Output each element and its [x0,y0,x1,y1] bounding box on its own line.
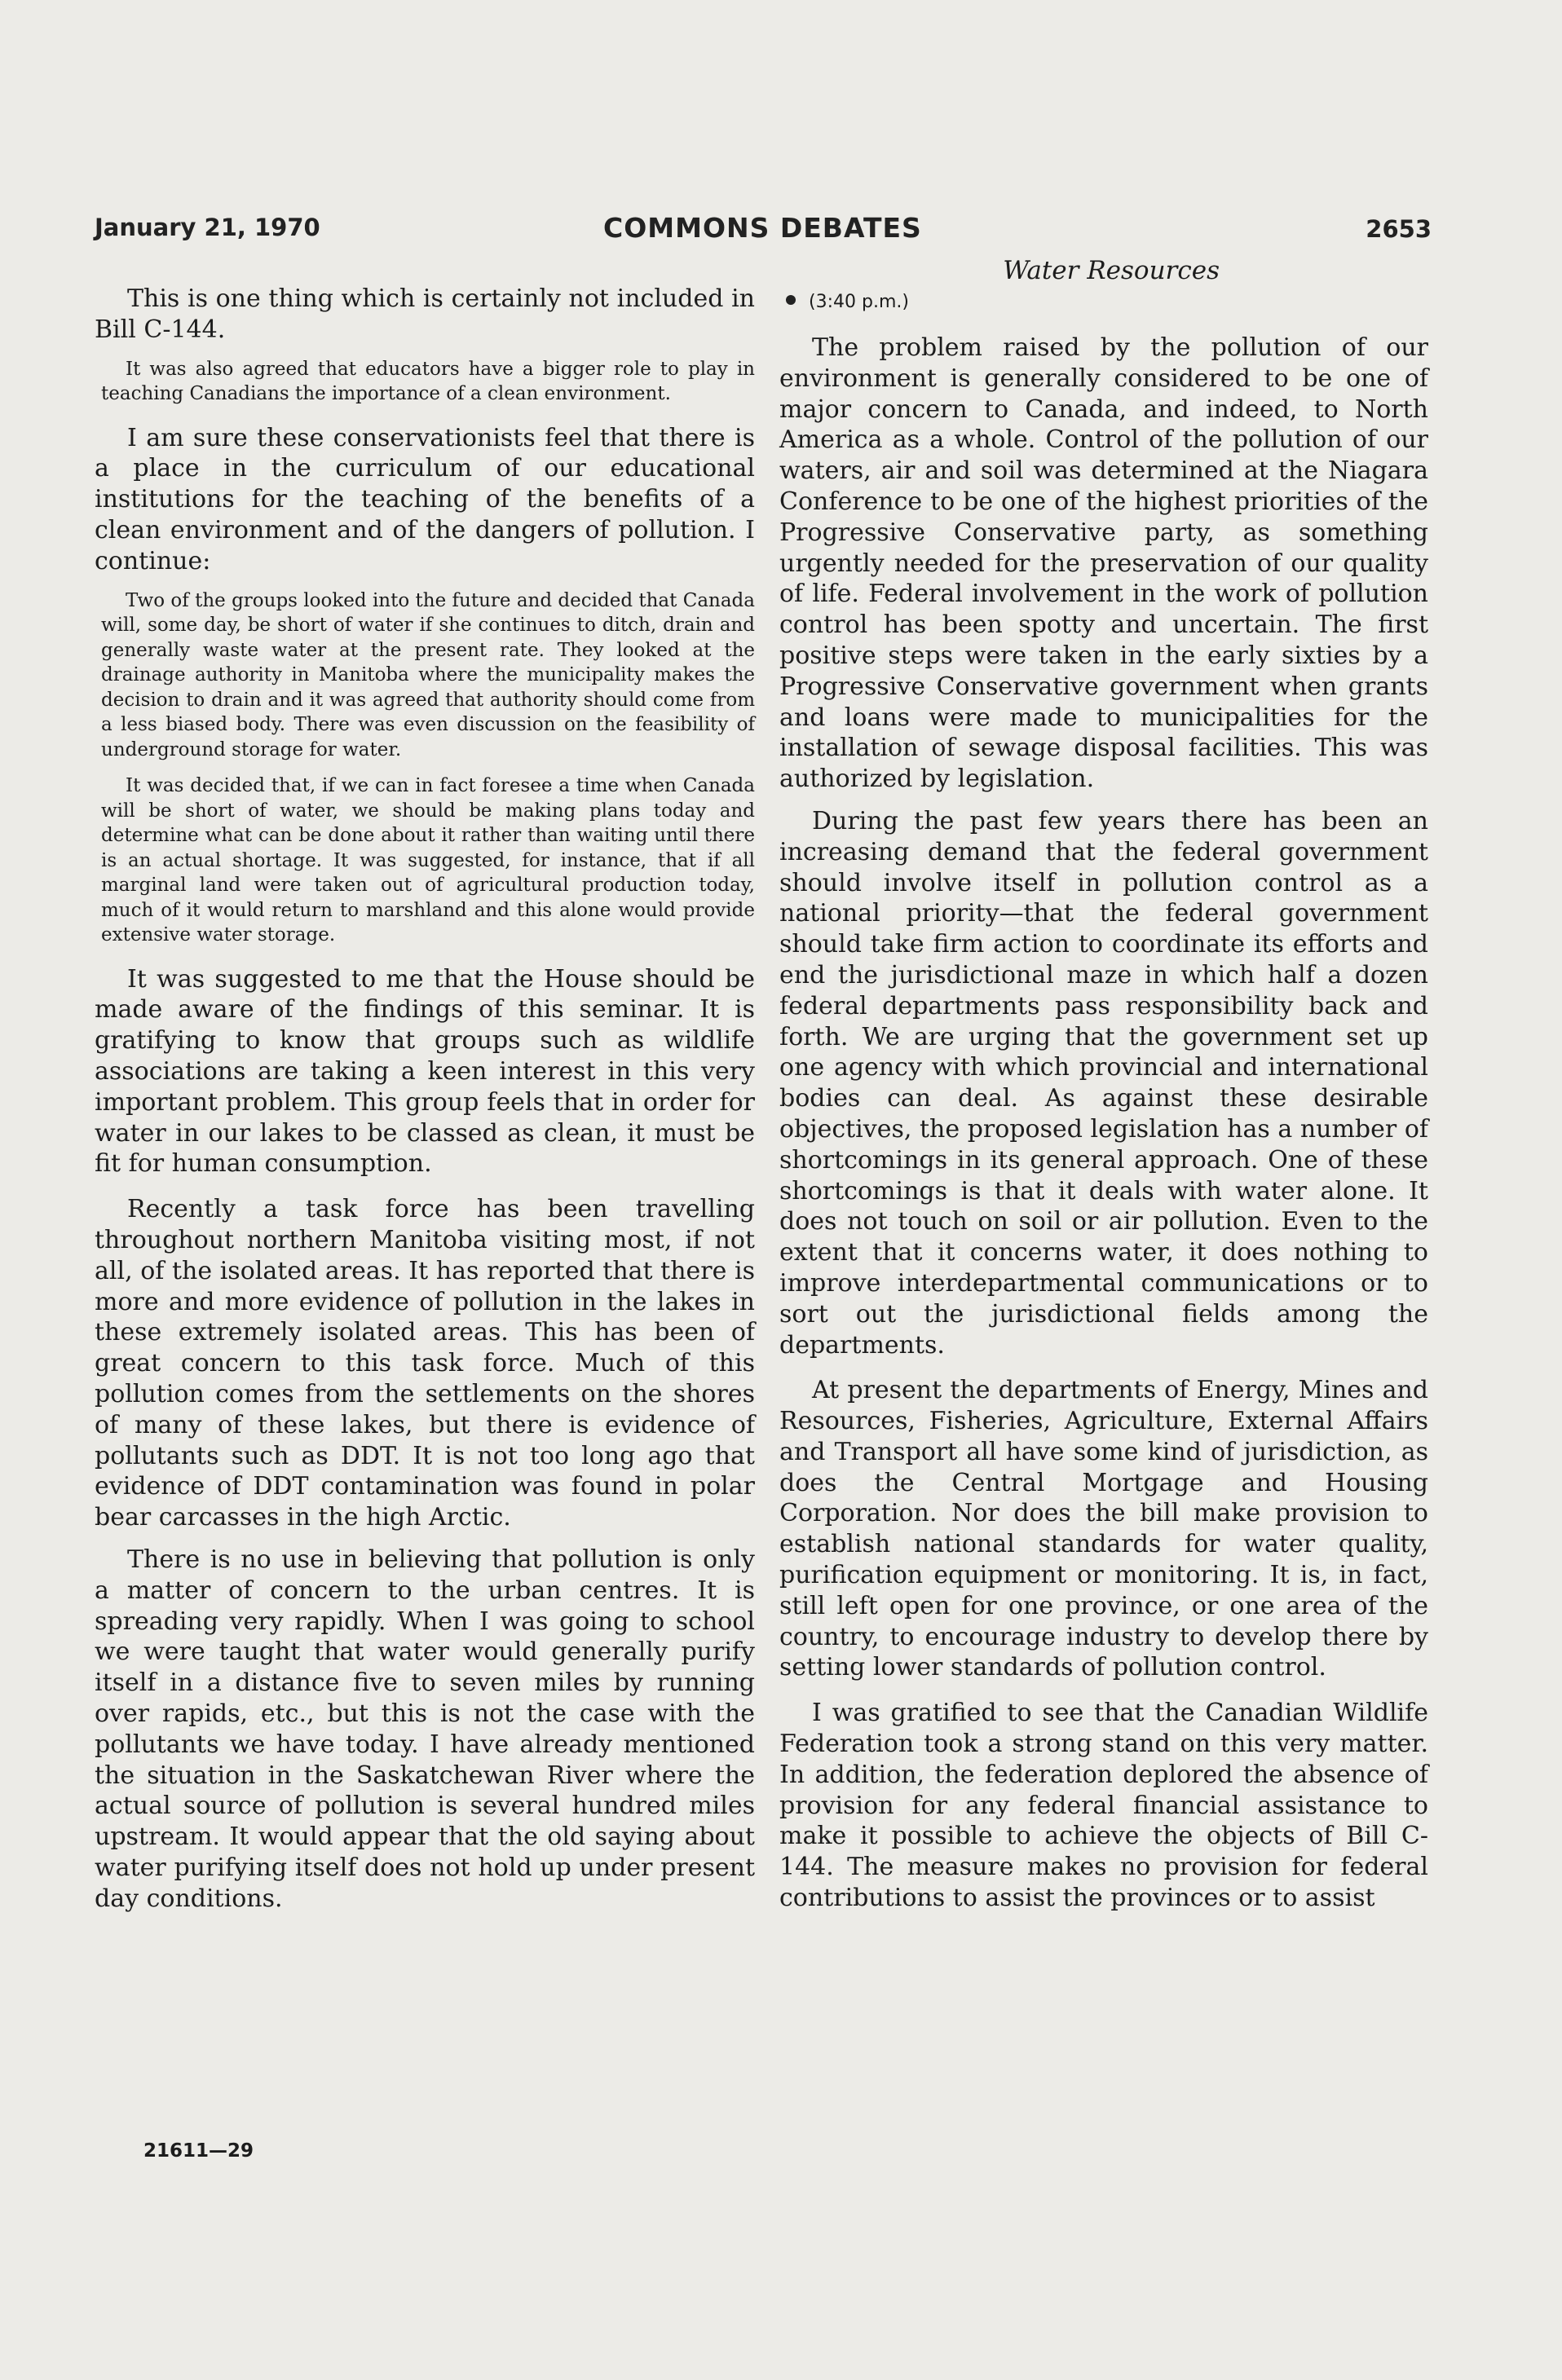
page-header [95,214,1432,246]
header-date: January 21, 1970 [95,214,320,241]
time-stamp [779,289,1428,316]
header-page-number: 2653 [1366,215,1432,243]
left-paragraph-4: Recently a task force has been travelling throughout northern Manitoba visiting most, if not all, of the isolated areas. It has reported that there is more and more evidence of pollution in the lakes in these extremely isolated areas. This has been of great concern to this task force. Much of this pollution comes from the settlements on the shores of many of these lakes, but there is evidence of pollutants such as DDT. It is not too long ago that evidence of DDT contamination was found in polar bear carcasses in the high Arctic. [95,1195,755,1532]
right-paragraph-4: I was gratified to see that the Canadian Wildlife Federation took a strong stand on this very matter. In addition, the federation deplored the absence of provision for any federal financial assistance to make it possible to achieve the objects of Bill C-144. The measure makes no provision for federal contributions to assist the provinces or to assist [779,1699,1428,1913]
bullet-icon [786,295,796,305]
right-paragraph-2: During the past few years there has been an increasing demand that the federal government should involve itself in pollution control as a national priority—that the federal government should take firm action to coordinate its efforts and end the jurisdictional maze in which half a dozen federal departments pass responsibility back and forth. We are urging that the government set up one agency with which provincial and international bodies can deal. As against these desirable objectives, the proposed legislation has a number of shortcomings in its general approach. One of these shortcomings is that it deals with water alone. It does not touch on soil or air pollution. Even to the extent that it concerns water, it does nothing to improve interdepartmental communications or to sort out the jurisdictional fields among the departments. [779,806,1428,1360]
left-paragraph-5: There is no use in believing that pollution is only a matter of concern to the urban centres. It is spreading very rapidly. When I was going to school we were taught that water would generally purify itself in a distance five to seven miles by running over rapids, etc., but this is not the case with the pollutants we have today. I have already mentioned the situation in the Saskatchewan River where the actual source of pollution is several hundred miles upstream. It would appear that the old saying about water purifying itself does not hold up under present day conditions. [95,1545,755,1913]
left-paragraph-2: I am sure these conservationists feel that there is a place in the curriculum of our educational institutions for the teaching of the benefits of a clean environment and of the dangers of pollution. I continue: [95,423,755,575]
left-paragraph-1: This is one thing which is certainly not included in Bill C-144. [95,284,755,344]
time-stamp-text: (3:40 p.m.) [809,292,909,312]
section-title: Water Resources [1003,256,1220,285]
left-quote-1: It was also agreed that educators have a bigger role to play in teaching Canadians the importance of a clean environment. [101,358,755,405]
right-paragraph-3: At present the departments of Energy, Mines and Resources, Fisheries, Agriculture, External Affairs and Transport all have some kind of jurisdiction, as does the Central Mortgage and Housing Corporation. Nor does the bill make provision to establish national standards for water quality, purification equipment or monitoring. It is, in fact, still left open for one province, or one area of the country, to encourage industry to develop there by setting lower standards of pollution control. [779,1376,1428,1682]
left-quote-3: It was decided that, if we can in fact foresee a time when Canada will be short of water, we should be making plans today and determine what can be done about it rather than waiting until there is an actual shortage. It was suggested, for instance, that if all marginal land were taken out of agricultural production today, much of it would return to marshland and this alone would provide extensive water storage. [101,775,755,946]
right-paragraph-1: The problem raised by the pollution of our environment is generally considered to be one of major concern to Canada, and indeed, to North America as a whole. Control of the pollution of our waters, air and soil was determined at the Niagara Conference to be one of the highest priorities of the Progressive Conservative party, as something urgently needed for the preservation of our quality of life. Federal involvement in the work of pollution control has been spotty and uncertain. The first positive steps were taken in the early sixties by a Progressive Conservative government when grants and loans were made to municipalities for the installation of sewage disposal facilities. This was authorized by legislation. [779,333,1428,794]
left-quote-2: Two of the groups looked into the future and decided that Canada will, some day, be short of water if she continues to ditch, drain and generally waste water at the present rate. They looked at the drainage authority in Manitoba where the municipality makes the decision to drain and it was agreed that authority should come from a less biased body. There was even discussion on the feasibility of underground storage for water. [101,589,755,760]
header-title: COMMONS DEBATES [603,212,922,244]
left-paragraph-3: It was suggested to me that the House should be made aware of the findings of this seminar. It is gratifying to know that groups such as wildlife associations are taking a keen interest in this very important problem. This group feels that in order for water in our lakes to be classed as clean, it must be fit for human consumption. [95,964,755,1179]
right-column [779,254,1428,1914]
folio-number: 21611—29 [143,2140,254,2162]
left-column [95,284,755,1914]
